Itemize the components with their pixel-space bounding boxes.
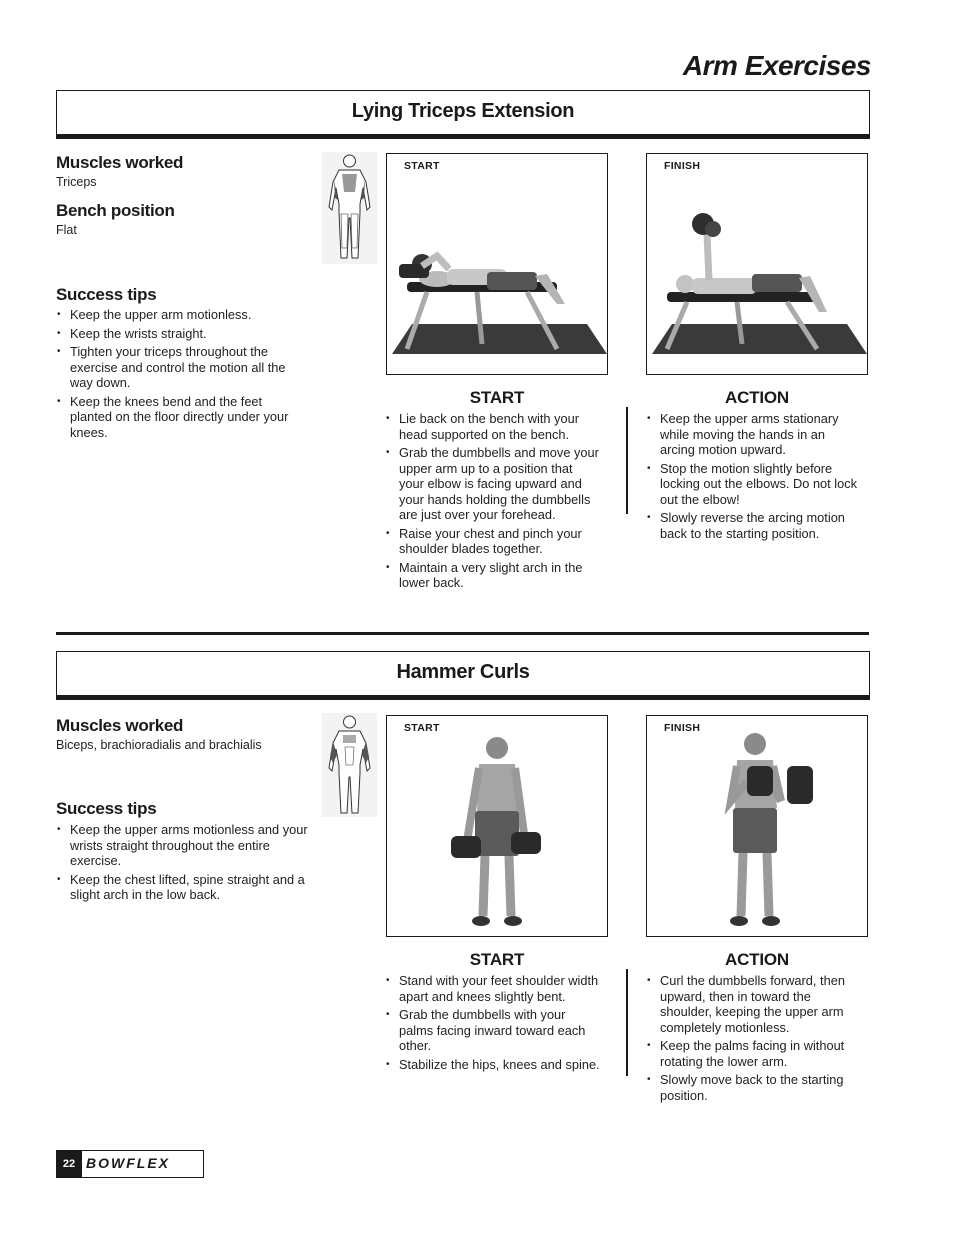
list-item: • Keep the palms facing in without rotating the lower arm. (646, 1038, 861, 1069)
success-tips-list (56, 307, 306, 443)
section-divider (56, 632, 869, 635)
hammer-curl-finish-illustration (647, 716, 869, 938)
muscles-heading: Muscles worked (56, 716, 184, 735)
photo-finish-triceps (646, 153, 868, 375)
list-item: • Curl the dumbbells forward, then upward, then in toward the shoulder, keeping the upper arm completely motionless. (646, 973, 861, 1035)
list-item: • Keep the wrists straight. (56, 326, 306, 342)
start-steps-list (385, 411, 600, 594)
action-steps-list (646, 411, 861, 544)
start-steps-list (385, 973, 600, 1075)
bench-value: Flat (56, 223, 77, 237)
photo-tag: FINISH (664, 160, 701, 172)
column-divider (626, 407, 628, 514)
bench-heading: Bench position (56, 201, 175, 220)
list-item: • Keep the knees bend and the feet planted on the floor directly under your knees. (56, 394, 306, 441)
list-item: • Keep the chest lifted, spine straight and a slight arch in the low back. (56, 872, 308, 903)
photo-finish-hammer (646, 715, 868, 937)
column-divider (626, 969, 628, 1076)
success-tips-heading: Success tips (56, 285, 157, 304)
list-item: • Maintain a very slight arch in the lower back. (385, 560, 600, 591)
success-tips-list (56, 822, 308, 906)
list-item: • Keep the upper arms motionless and your wrists straight throughout the entire exercise. (56, 822, 308, 869)
bench-press-finish-illustration (647, 154, 869, 376)
muscle-diagram-front (322, 713, 377, 817)
list-item: • Slowly move back to the starting position. (646, 1072, 861, 1103)
section-title: Lying Triceps Extension (351, 100, 575, 122)
brand-logo: BOWFLEX (86, 1155, 170, 1171)
list-item: • Grab the dumbbells with your palms facing inward toward each other. (385, 1007, 600, 1054)
page-title: Arm Exercises (682, 50, 871, 81)
photo-start-triceps (386, 153, 608, 375)
start-heading: START (469, 388, 525, 407)
list-item: • Tighten your triceps throughout the exercise and control the motion all the way down. (56, 344, 306, 391)
photo-start-hammer (386, 715, 608, 937)
action-heading: ACTION (725, 950, 789, 969)
list-item: • Lie back on the bench with your head supported on the bench. (385, 411, 600, 442)
muscles-value: Triceps (56, 175, 97, 189)
section-banner-lying-triceps (56, 90, 870, 139)
list-item: • Slowly reverse the arcing motion back to the starting position. (646, 510, 861, 541)
list-item: • Keep the upper arm motionless. (56, 307, 306, 323)
start-heading: START (469, 950, 525, 969)
photo-tag: START (404, 722, 440, 734)
hammer-curl-start-illustration (387, 716, 609, 938)
success-tips-heading: Success tips (56, 799, 157, 818)
section-banner-hammer-curls (56, 651, 870, 700)
page-number: 22 (56, 1150, 82, 1178)
muscles-heading: Muscles worked (56, 153, 184, 172)
list-item: • Stand with your feet shoulder width apart and knees slightly bent. (385, 973, 600, 1004)
action-heading: ACTION (725, 388, 789, 407)
list-item: • Grab the dumbbells and move your upper arm up to a position that your elbow is facing upward and your hands holding the dumbbells are just over your forehead. (385, 445, 600, 523)
list-item: • Raise your chest and pinch your shoulder blades together. (385, 526, 600, 557)
photo-tag: FINISH (664, 722, 701, 734)
list-item: • Stabilize the hips, knees and spine. (385, 1057, 600, 1073)
section-title: Hammer Curls (396, 661, 530, 683)
list-item: • Keep the upper arms stationary while moving the hands in an arcing motion upward. (646, 411, 861, 458)
bench-press-start-illustration (387, 154, 609, 376)
muscle-diagram-back (322, 152, 377, 264)
list-item: • Stop the motion slightly before locking out the elbows. Do not lock out the elbow! (646, 461, 861, 508)
muscles-value: Biceps, brachioradialis and brachialis (56, 738, 262, 752)
photo-tag: START (404, 160, 440, 172)
action-steps-list (646, 973, 861, 1106)
